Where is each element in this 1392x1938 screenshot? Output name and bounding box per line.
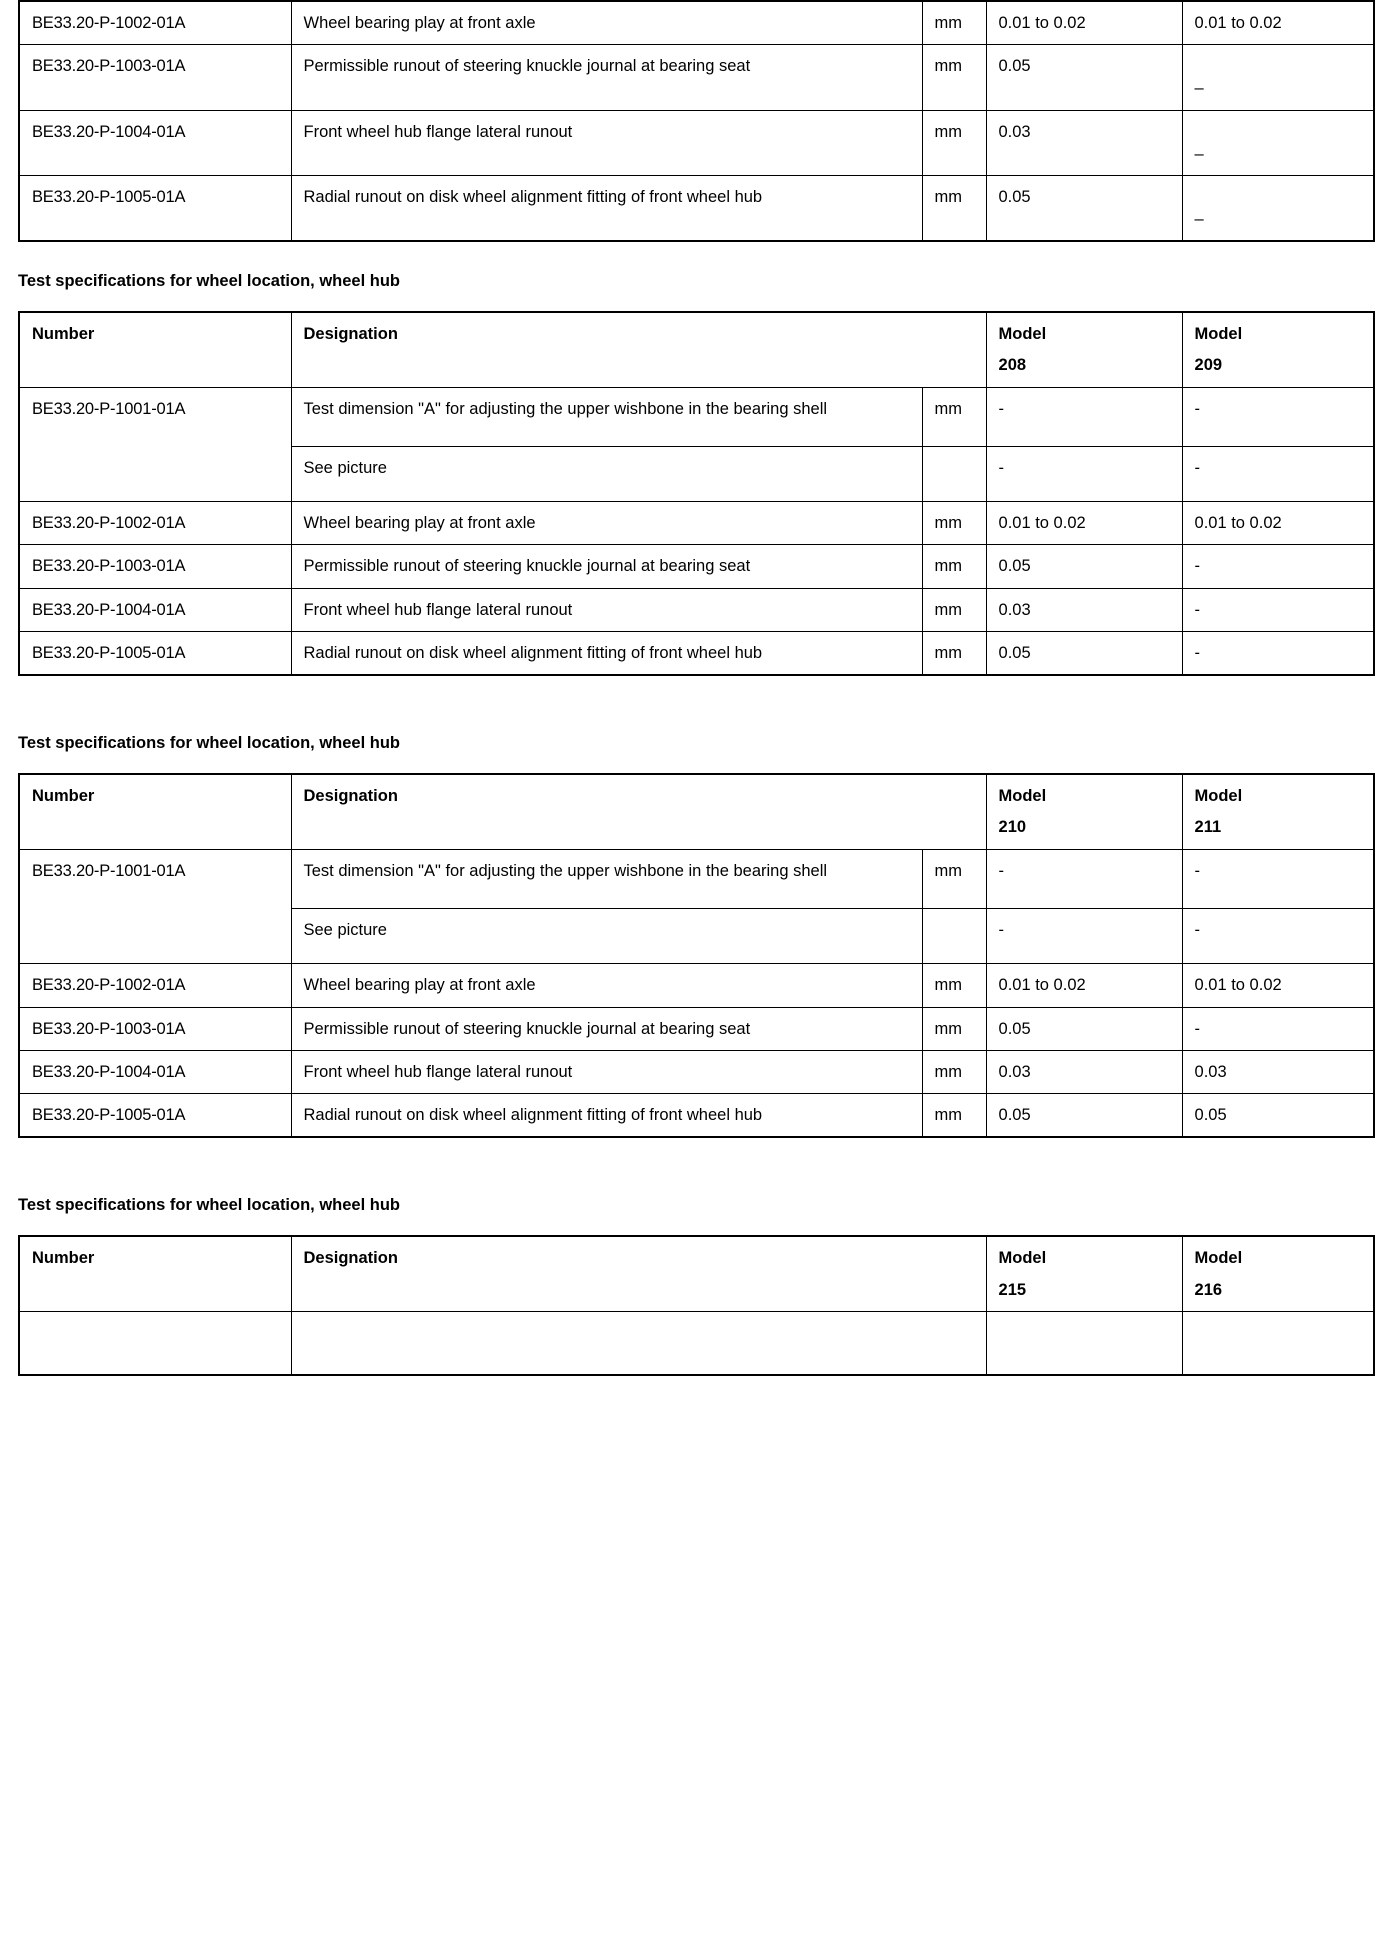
- cell-unit: mm: [922, 110, 986, 175]
- cell-value-model2: -: [1182, 1007, 1374, 1050]
- header-designation: Designation: [291, 1236, 986, 1311]
- header-designation: Designation: [291, 774, 986, 849]
- header-model-1-line1: Model: [998, 787, 1047, 806]
- header-model-2-line2: 209: [1194, 356, 1223, 375]
- cell-value-model2: 0.01 to 0.02: [1182, 964, 1374, 1007]
- header-model-2-line2: 216: [1194, 1280, 1223, 1299]
- cell-value-model1: 0.05: [986, 545, 1182, 588]
- cell-value-model1: 0.03: [986, 588, 1182, 631]
- spec-table-215-216: [18, 1235, 1375, 1376]
- cell-value-model1: 0.01 to 0.02: [986, 1, 1182, 45]
- cell-number: BE33.20-P-1004-01A: [19, 1050, 291, 1093]
- cell-value-model1: [986, 1311, 1182, 1375]
- cell-value-model1: 0.03: [986, 110, 1182, 175]
- header-model-2: [1182, 1236, 1374, 1311]
- cell-value-model1: 0.05: [986, 631, 1182, 675]
- cell-value-model2: [1182, 1311, 1374, 1375]
- spec-table-continuation: [18, 0, 1375, 242]
- header-model-2-line2: 211: [1194, 818, 1222, 837]
- cell-value-model1: 0.01 to 0.02: [986, 964, 1182, 1007]
- cell-designation: Wheel bearing play at front axle: [291, 964, 922, 1007]
- cell-unit: mm: [922, 1, 986, 45]
- cell-unit: mm: [922, 588, 986, 631]
- cell-number: BE33.20-P-1004-01A: [19, 110, 291, 175]
- cell-unit: mm: [922, 964, 986, 1007]
- cell-designation: Wheel bearing play at front axle: [291, 1, 922, 45]
- cell-value-model1: -: [986, 849, 1182, 908]
- cell-note: See picture: [291, 446, 922, 501]
- header-model-2-line1: Model: [1194, 1249, 1243, 1268]
- section-title: Test specifications for wheel location, wheel hub: [18, 1196, 401, 1215]
- header-number: Number: [19, 774, 291, 849]
- cell-designation: Radial runout on disk wheel alignment fitting of front wheel hub: [291, 1094, 922, 1138]
- table-row: [19, 964, 1374, 1007]
- cell-value-model1: -: [986, 446, 1182, 501]
- cell-value-model1: 0.05: [986, 175, 1182, 241]
- cell-value-model2: -: [1182, 849, 1374, 908]
- cell-value-model1: -: [986, 387, 1182, 446]
- cell-designation: Wheel bearing play at front axle: [291, 502, 922, 545]
- header-number: Number: [19, 1236, 291, 1311]
- cell-value-model2: –: [1182, 110, 1374, 175]
- cell-designation: Radial runout on disk wheel alignment fitting of front wheel hub: [291, 175, 922, 241]
- cell-value-model2: -: [1182, 545, 1374, 588]
- cell-designation: Front wheel hub flange lateral runout: [291, 110, 922, 175]
- cell-unit: mm: [922, 175, 986, 241]
- cell-designation: Test dimension "A" for adjusting the upper wishbone in the bearing shell: [291, 387, 922, 446]
- cell-value-model1: 0.03: [986, 1050, 1182, 1093]
- cell-number: BE33.20-P-1002-01A: [19, 964, 291, 1007]
- header-model-1-line2: 210: [998, 818, 1027, 837]
- cell-value-model1: 0.05: [986, 1094, 1182, 1138]
- table-row: [19, 175, 1374, 241]
- table-row: [19, 849, 1374, 908]
- table-row: [19, 1050, 1374, 1093]
- spec-table-210-211: [18, 773, 1375, 1138]
- cell-note: See picture: [291, 908, 922, 963]
- header-number: Number: [19, 312, 291, 387]
- cell-value-model1: 0.01 to 0.02: [986, 502, 1182, 545]
- cell-number: [19, 1311, 291, 1375]
- cell-designation: Permissible runout of steering knuckle journal at bearing seat: [291, 545, 922, 588]
- cell-number: BE33.20-P-1002-01A: [19, 1, 291, 45]
- table-row: [19, 1094, 1374, 1138]
- cell-value-model2: -: [1182, 631, 1374, 675]
- cell-unit: mm: [922, 1007, 986, 1050]
- cell-value-model2: -: [1182, 446, 1374, 501]
- header-model-1-line1: Model: [998, 1249, 1047, 1268]
- cell-number: BE33.20-P-1003-01A: [19, 45, 291, 110]
- cell-unit: mm: [922, 387, 986, 446]
- section-title: Test specifications for wheel location, wheel hub: [18, 734, 401, 753]
- table-row: [19, 545, 1374, 588]
- header-model-1: [986, 1236, 1182, 1311]
- cell-designation: Radial runout on disk wheel alignment fitting of front wheel hub: [291, 631, 922, 675]
- cell-value-model1: 0.05: [986, 45, 1182, 110]
- cell-number: BE33.20-P-1001-01A: [19, 387, 291, 502]
- cell-value-model2: -: [1182, 387, 1374, 446]
- cell-designation: Front wheel hub flange lateral runout: [291, 1050, 922, 1093]
- header-model-1: [986, 774, 1182, 849]
- cell-number: BE33.20-P-1005-01A: [19, 1094, 291, 1138]
- table-row: [19, 387, 1374, 446]
- cell-value-model2: -: [1182, 588, 1374, 631]
- cell-number: BE33.20-P-1001-01A: [19, 849, 291, 964]
- cell-unit: mm: [922, 849, 986, 908]
- cell-designation: Front wheel hub flange lateral runout: [291, 588, 922, 631]
- table-row: [19, 110, 1374, 175]
- table-row: [19, 502, 1374, 545]
- cell-unit-empty: [922, 446, 986, 501]
- cell-unit: mm: [922, 545, 986, 588]
- cell-number: BE33.20-P-1005-01A: [19, 631, 291, 675]
- table-header-row: [19, 312, 1374, 387]
- spec-table-208-209: [18, 311, 1375, 676]
- cell-value-model2: -: [1182, 908, 1374, 963]
- cell-value-model2: 0.01 to 0.02: [1182, 502, 1374, 545]
- header-model-1-line2: 215: [998, 1280, 1027, 1299]
- cell-value-model2: 0.01 to 0.02: [1182, 1, 1374, 45]
- table-row: [19, 631, 1374, 675]
- cell-designation: Permissible runout of steering knuckle journal at bearing seat: [291, 1007, 922, 1050]
- table-row: [19, 588, 1374, 631]
- header-designation: Designation: [291, 312, 986, 387]
- header-model-1-line1: Model: [998, 325, 1047, 344]
- cell-unit: mm: [922, 1094, 986, 1138]
- cell-unit: mm: [922, 631, 986, 675]
- cell-value-model2: –: [1182, 175, 1374, 241]
- table-header-row: [19, 774, 1374, 849]
- header-model-2-line1: Model: [1194, 325, 1243, 344]
- cell-value-model2: 0.05: [1182, 1094, 1374, 1138]
- table-header-row: [19, 1236, 1374, 1311]
- cell-number: BE33.20-P-1004-01A: [19, 588, 291, 631]
- section-title: Test specifications for wheel location, wheel hub: [18, 272, 401, 291]
- cell-value-model1: -: [986, 908, 1182, 963]
- header-model-2-line1: Model: [1194, 787, 1243, 806]
- header-model-1: [986, 312, 1182, 387]
- cell-unit: mm: [922, 502, 986, 545]
- cell-unit-empty: [922, 908, 986, 963]
- cell-unit: mm: [922, 45, 986, 110]
- header-model-2: [1182, 312, 1374, 387]
- cell-value-model1: 0.05: [986, 1007, 1182, 1050]
- table-row: [19, 45, 1374, 110]
- cell-designation: Permissible runout of steering knuckle journal at bearing seat: [291, 45, 922, 110]
- table-row: [19, 1311, 1374, 1375]
- table-row: [19, 1007, 1374, 1050]
- cell-number: BE33.20-P-1002-01A: [19, 502, 291, 545]
- header-model-2: [1182, 774, 1374, 849]
- header-model-1-line2: 208: [998, 356, 1027, 375]
- cell-designation: Test dimension "A" for adjusting the upper wishbone in the bearing shell: [291, 849, 922, 908]
- cell-value-model2: 0.03: [1182, 1050, 1374, 1093]
- table-row: [19, 1, 1374, 45]
- cell-number: BE33.20-P-1005-01A: [19, 175, 291, 241]
- cell-number: BE33.20-P-1003-01A: [19, 545, 291, 588]
- cell-number: BE33.20-P-1003-01A: [19, 1007, 291, 1050]
- cell-designation: [291, 1311, 986, 1375]
- cell-value-model2: –: [1182, 45, 1374, 110]
- cell-unit: mm: [922, 1050, 986, 1093]
